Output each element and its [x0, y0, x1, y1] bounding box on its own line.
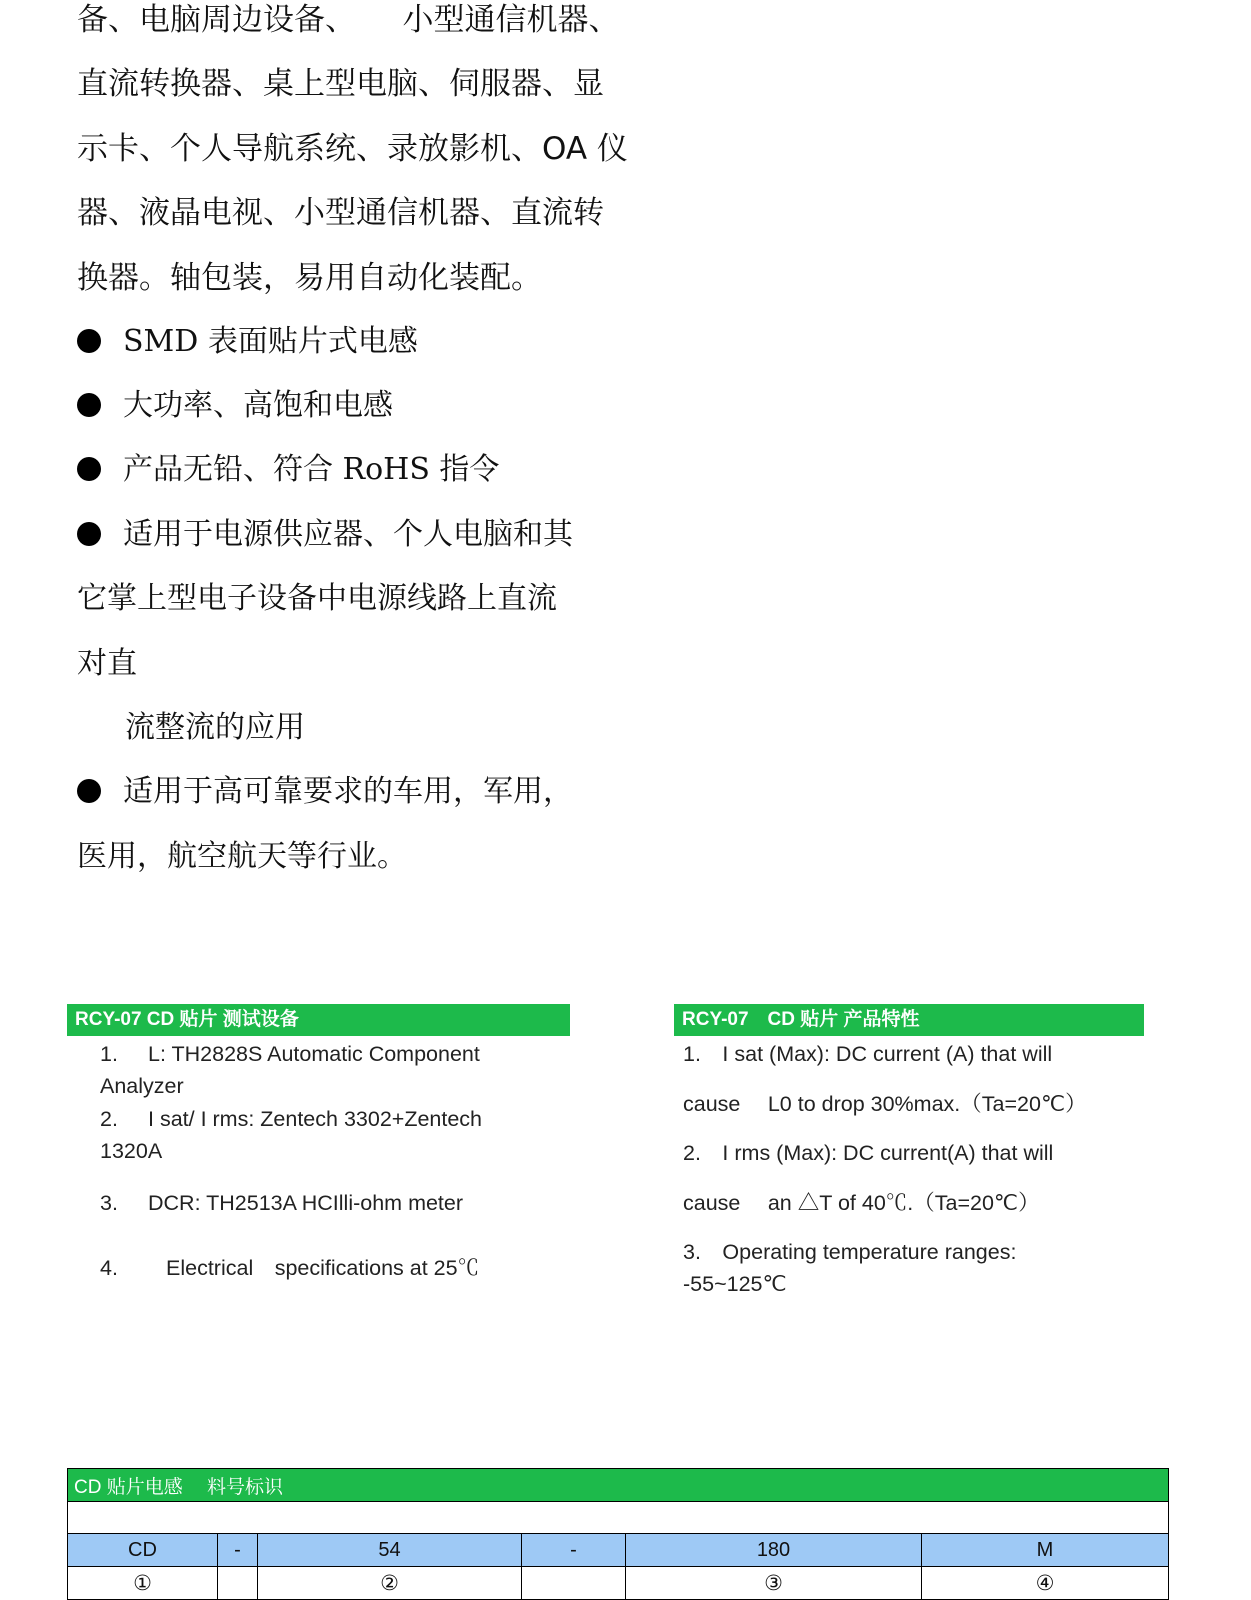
item-number: 1.: [100, 1042, 118, 1066]
test-item-2: [100, 1103, 530, 1167]
item-text: I sat/ I rms: Zentech 3302+Zentech 1320A: [100, 1107, 483, 1163]
feature-high-power: [77, 386, 393, 426]
feature-text: 适用于电源供应器、个人电脑和其: [123, 517, 573, 552]
intro-line-4: 器、液晶电视、小型通信机器、直流转: [77, 195, 604, 231]
code-tolerance: M: [922, 1534, 1169, 1567]
code-inductance: 180: [626, 1534, 922, 1567]
feature-applications-cont-2: 对直: [77, 646, 137, 681]
item-number: 2.: [100, 1107, 118, 1131]
marker-empty: [218, 1567, 258, 1600]
part-number-title: CD 贴片电感 料号标识: [68, 1469, 1169, 1502]
code-series: CD: [68, 1534, 218, 1567]
feature-reliability: [77, 772, 573, 812]
marker-4: ④: [922, 1567, 1169, 1600]
feature-text: 大功率、高饱和电感: [123, 388, 393, 423]
item-number: 4.: [100, 1256, 118, 1280]
bullet-icon: [77, 779, 101, 803]
part-number-table: [67, 1468, 1169, 1600]
intro-line-5: 换器。轴包装，易用自动化装配。: [77, 260, 542, 296]
char-item-1: 1. I sat (Max): DC current (A) that will: [683, 1042, 1053, 1066]
item-text: Electrical specifications at 25℃: [166, 1256, 480, 1280]
code-separator: -: [218, 1534, 258, 1567]
item-text: L: TH2828S Automatic Component Analyzer: [100, 1042, 480, 1098]
test-equipment-header: RCY-07 CD 贴片 测试设备: [67, 1004, 570, 1036]
char-item-3-cont: -55~125℃: [683, 1272, 787, 1296]
code-row: [68, 1534, 1169, 1567]
feature-text: 产品无铅、符合 RoHS 指令: [123, 452, 500, 487]
feature-text: 适用于高可靠要求的车用，军用，: [123, 774, 573, 809]
char-item-2-cont: cause an △T of 40℃.（Ta=20℃）: [683, 1191, 1040, 1215]
char-item-1-cont: cause L0 to drop 30%max.（Ta=20℃）: [683, 1092, 1087, 1116]
marker-3: ③: [626, 1567, 922, 1600]
marker-2: ②: [258, 1567, 522, 1600]
code-separator: -: [522, 1534, 626, 1567]
bullet-icon: [77, 329, 101, 353]
bullet-icon: [77, 457, 101, 481]
marker-1: ①: [68, 1567, 218, 1600]
test-item-3: [100, 1187, 463, 1219]
characteristics-header: RCY-07 CD 贴片 产品特性: [674, 1004, 1144, 1036]
char-item-2: 2. I rms (Max): DC current(A) that will: [683, 1141, 1054, 1165]
code-size: 54: [258, 1534, 522, 1567]
marker-empty: [522, 1567, 626, 1600]
feature-rohs: [77, 450, 499, 490]
bullet-icon: [77, 393, 101, 417]
intro-line-1: 备、电脑周边设备、 小型通信机器、: [77, 2, 620, 38]
feature-applications: [77, 515, 573, 555]
bullet-icon: [77, 522, 101, 546]
feature-text: SMD 表面贴片式电感: [123, 324, 418, 359]
item-text: DCR: TH2513A HCIlli-ohm meter: [148, 1191, 464, 1215]
feature-applications-cont-1: 它掌上型电子设备中电源线路上直流: [77, 581, 557, 616]
feature-smd: [77, 322, 418, 362]
intro-line-2: 直流转换器、桌上型电脑、伺服器、显: [77, 66, 604, 102]
blank-row: [68, 1502, 1169, 1534]
char-item-3: 3. Operating temperature ranges:: [683, 1240, 1017, 1264]
test-item-4: [100, 1252, 479, 1284]
test-item-1: [100, 1038, 530, 1102]
feature-reliability-cont: 医用，航空航天等行业。: [77, 839, 407, 874]
feature-applications-cont-3: 流整流的应用: [125, 710, 305, 745]
marker-row: [68, 1567, 1169, 1600]
item-number: 3.: [100, 1191, 118, 1215]
intro-line-3: 示卡、个人导航系统、录放影机、OA 仪: [77, 131, 628, 167]
